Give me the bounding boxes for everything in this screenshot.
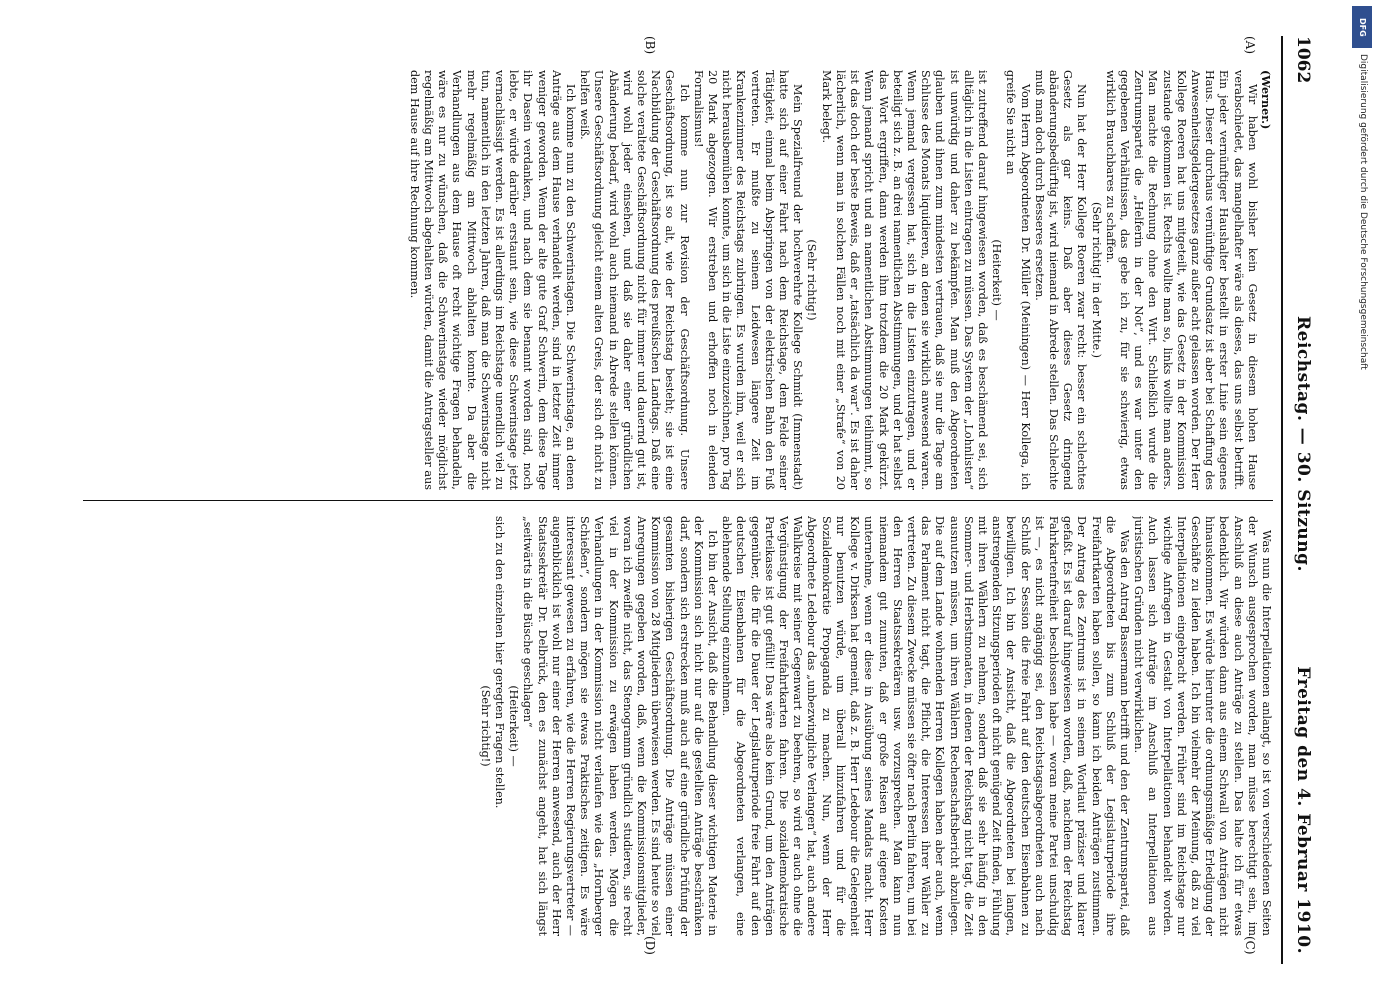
- paragraph: Ich bin der Ansicht, daß die Behandlung dieser wichtigen Materie in der Kommission sich nicht nur auf die gestellten Anträge beschränken darf, sondern sich erstrecken muß auch auf eine gründliche Prüfung der gesamten bisherigen Geschäftsordnung. Die Anträge müssen einer Kommission von 28 Mitgliedern überwiesen werden. Es sind heute so viel Anregungen gegeben worden, daß, wenn die Kommissionsmitglieder, woran ich zweifle nicht, das Stenogramm gründlich studieren, sie recht viel in der Kommission zu erwägen haben werden. Mögen die Verhandlungen in der Kommission nicht verlaufen wie das „Hornberger Schießen“, sondern mögen sie etwas Praktisches zeitigen. Es wäre interessant gewesen zu erfahren, wie die Herren Regierungsvertreter — augenblicklich ist wohl nur einer der Herren anwesend, auch der Herr Staatssekretär Dr. Delbrück, den es zunächst angeht, hat sich längst „seitwärts in die Büsche geschlagen“: [521, 516, 720, 936]
- margin-marker-a: (A): [1243, 36, 1257, 55]
- paragraph: Ich komme nun zu den Schwerinstagen. Die Schwerinstage, an denen Anträge aus dem Hause verhandelt werden, sind in letzter Zeit immer weniger geworden. Wenn der alte gute Graf Schwerin, dem diese Tage ihr Dasein verdanken, und nach dem sie benannt worden sind, noch lebte, er würde darüber erstaunt sein, wie diese Schwerinstage jetzt vernachlässigt werden. Es ist allerdings im Reichstage unendlich viel zu tun, namentlich in den letzten Jahren, daß man die Schwerinstage nicht mehr regelmäßig am Mittwoch abhalten konnte. Da aber die Verhandlungen aus dem Hause oft recht wichtige Fragen behandeln, wäre es nur zu wünschen, daß die Schwerinstage wieder möglichst regelmäßig am Mittwoch abgehalten würden, damit die Antragsteller aus dem Hause auf ihre Rechnung kommen.: [407, 70, 578, 490]
- page-header: [1281, 36, 1321, 964]
- dfg-logo-badge: DFG: [1352, 6, 1372, 48]
- margin-marker-d: (D): [643, 936, 657, 955]
- interjection: (Sehr richtig!): [805, 239, 819, 321]
- interjection: (Heiterkeit) —: [990, 239, 1004, 321]
- margin-marker-b: (B): [643, 36, 657, 55]
- speaker-label: (Werner.): [1259, 70, 1273, 130]
- column-divider: [83, 500, 1273, 501]
- right-running-title: Freitag den 4. Februar 1910.: [1293, 666, 1313, 954]
- paragraph: sich zu den einzelnen hier geregten Fragen stellen.: [493, 516, 507, 809]
- paragraph: Nun hat der Herr Kollege Roeren zwar recht: besser ein schlechtes Gesetz als gar keins. Daß aber dieses Gesetz dringend abänderungsbedürftig ist, wird niemand in Abrede stellen. Das Schlechte muß man doch durch Besseres ersetzen.: [1032, 70, 1089, 490]
- interjection: (Sehr richtig! in der Mitte.): [1089, 201, 1103, 359]
- digitization-credit: Digitalisierung gefördert durch die Deutsche Forschungsgemeinschaft: [1358, 54, 1368, 370]
- paragraph: Vom Herrn Abgeordneten Dr. Müller (Meiningen) — Herr Kollega, ich greife Sie nicht an: [1004, 70, 1032, 490]
- margin-marker-c: (C): [1243, 936, 1257, 955]
- interjection: (Heiterkeit) —: [507, 685, 521, 767]
- right-text-column: [83, 516, 1273, 936]
- left-text-column: [83, 70, 1273, 490]
- newspaper-page: [71, 36, 1321, 964]
- paragraph: Ich komme nun zur Revision der Geschäftsordnung. Unsere Geschäftsordnung, ist so alt, wie der Reichstag besteht; sie ist eine Nachbildung der Geschäftsordnung des preußischen Landtags. Daß eine solche veraltete Geschäftsordnung nicht für immer und dauernd gut ist, wird wohl jeder einsehen, und daß sie daher einer gründlichen Abänderung bedarf, wird wohl auch niemand in Abrede stellen können. Unsere Geschäftsordnung gleicht einem alten Greis, der sich oft nicht zu helfen weiß.: [578, 70, 691, 490]
- page-number: 1062: [1293, 36, 1313, 84]
- left-running-title: Reichstag. — 30. Sitzung.: [1293, 316, 1313, 572]
- paragraph: Mein Spezialfreund der hochverehrte Kollege Schmidt (Immenstadt) hatte sich auf einer Fahrt nach dem Reichstage, dem Felde seiner Tätigkeit, einmal beim Abspringen von der elektrischen Bahn den Fuß vertreten. Er mußte zu seinem Leidwesen längere Zeit im Krankenzimmer des Reichstags zubringen. Es wurden ihm, weil er sich nicht herausbemühen konnte, um sich in die Liste einzuzeichnen, pro Tag 20 Mark abgezogen. Wir erstreben und erhoffen noch in elenden Formalismus!: [691, 70, 805, 490]
- paragraph: Was den Antrag Bassermann betrifft und den der Zentrumspartei, daß die Abgeordneten bis zum Schluß der Legislaturperiode ihre Freifahrtkarten haben sollen, so kann ich beiden Anträgen zustimmen. Der Antrag des Zentrums ist in seinem Wortlaut präziser und klarer gefaßt. Es ist darauf hingewiesen worden, daß, nachdem der Reichstag Fahrkartenfreiheit beschlossen habe — woran meine Partei unschuldig ist —, es nicht angängig sei, den Reichstagsabgeordneten auch nach Schluß der Session die freie Fahrt auf den deutschen Eisenbahnen zu bewilligen. Ich bin der Ansicht, daß die Abgeordneten bei langen, anstrengenden Sitzungsperioden oft nicht genügend Zeit finden, Fühlung mit ihren Wählern zu nehmen, sondern daß sie sehr häufig in den Sommer- und Herbstmonaten, in denen der Reichstag nicht tagt, die Zeit ausnutzen müssen, um ihren Wählern Rechenschaftsbericht abzulegen. Die auf dem Lande wohnenden Herren Kollegen haben aber auch, wenn das Parlament nicht tagt, die Pflicht, die Interessen ihrer Wähler zu vertreten. Zu diesem Zwecke müssen sie öfter nach Berlin fahren, um bei den Herren Staatssekretären usw. vorzusprechen. Man kann nun niemandem gut zumuten, daß er große Reisen auf eigene Kosten unternehme, wenn er diese in Ausübung seines Mandats macht. Herr Kollege v. Dirksen hat gemeint, daß z. B. Herr Ledebour die Gelegenheit nur benutzen würde, um überall hinzufahren und für die Sozialdemokratie Propaganda zu machen. Nun, wenn der Herr Abgeordnete Ledebour das „unbezwingliche Verlangen“ hat, auch andere Wahlkreise mit seiner Gegenwart zu beehren, so wird er auch ohne die Vergünstigung der Freifahrtkarten fahren. Die sozialdemokratische Parteikasse ist gut gefüllt! Das wäre also kein Grund, um den Anträgen gegenüber, die für die Dauer der Legislaturperiode freie Fahrt auf den deutschen Eisenbahnen für die Abgeordneten verlangen, eine ablehnende Stellung einzunehmen.: [720, 516, 1131, 936]
- interjection: (Sehr richtig!): [478, 685, 492, 767]
- paragraph: Wir haben wohl bisher kein Gesetz in diesem hohen Hause verabschiedet, das mangelhafter wäre als dieses, das uns selbst betrifft. Ein jeder vernünftiger Haushalter bestellt in erster Linie sein eigenes Haus. Dieser durchaus vernünftige Grundsatz ist aber bei Schaffung des Anwesenheitsgeldergesetzes ganz außer acht gelassen worden. Der Herr Kollege Roeren hat uns mitgeteilt, wie das Gesetz in der Kommission zustande gekommen ist. Rechts wollte man so, links wollte man anders. Man machte die Rechnung ohne den Wirt. Schließlich wurde die Zentrumspartei die „Helferin in der Not“, und es war unter den gegebenen Verhältnissen, das gebe ich zu, für sie schwierig, etwas wirklich Brauchbares zu schaffen.: [1103, 70, 1259, 490]
- paragraph: ist zutreffend darauf hingewiesen worden, daß es beschämend sei, sich alltäglich in die Listen eintragen zu müssen. Das System der „Lohnlisten“ ist unwürdig und daher zu bekämpfen. Man muß den Abgeordneten glauben und ihnen zum mindesten vertrauen, daß sie nur die Tage am Schlusse des Monats liquidieren, an denen sie wirklich anwesend waren. Wenn jemand vergessen hat, sich in die Listen einzutragen, und er beteiligt sich z. B. an drei namentlichen Abstimmungen, und er hat selbst das Wort ergriffen, dann werden ihm trotzdem die 20 Mark gekürzt. Wenn jemand spricht und an namentlichen Abstimmungen teilnimmt, so ist das doch der beste Beweis, daß er „tatsächlich da war“. Es ist daher lächerlich, wenn man in solchen Fällen noch mit einer „Strafe“ von 20 Mark belegt.: [819, 70, 989, 490]
- paragraph: Was nun die Interpellationen anlangt, so ist von verschiedenen Seiten der Wunsch ausgesprochen worden, man müsse berechtigt sein, im Anschluß an diese auch Anträge zu stellen. Das halte ich für etwas bedenklich. Wir würden dann aus einem Schwall von Anträgen nicht hinauskommen. Es würde hierunter die ordnungsmäßige Erledigung der Geschäfte zu leiden haben. Ich bin vielmehr der Meinung, daß zu viel Interpellationen eingebracht werden. Früher sind im Reichstage nur wichtige Anfragen in Gestalt von Interpellationen behandelt worden. Auch lassen sich Anträge im Anschluß an Interpellationen aus juristischen Gründen nicht verwirklichen.: [1132, 516, 1273, 936]
